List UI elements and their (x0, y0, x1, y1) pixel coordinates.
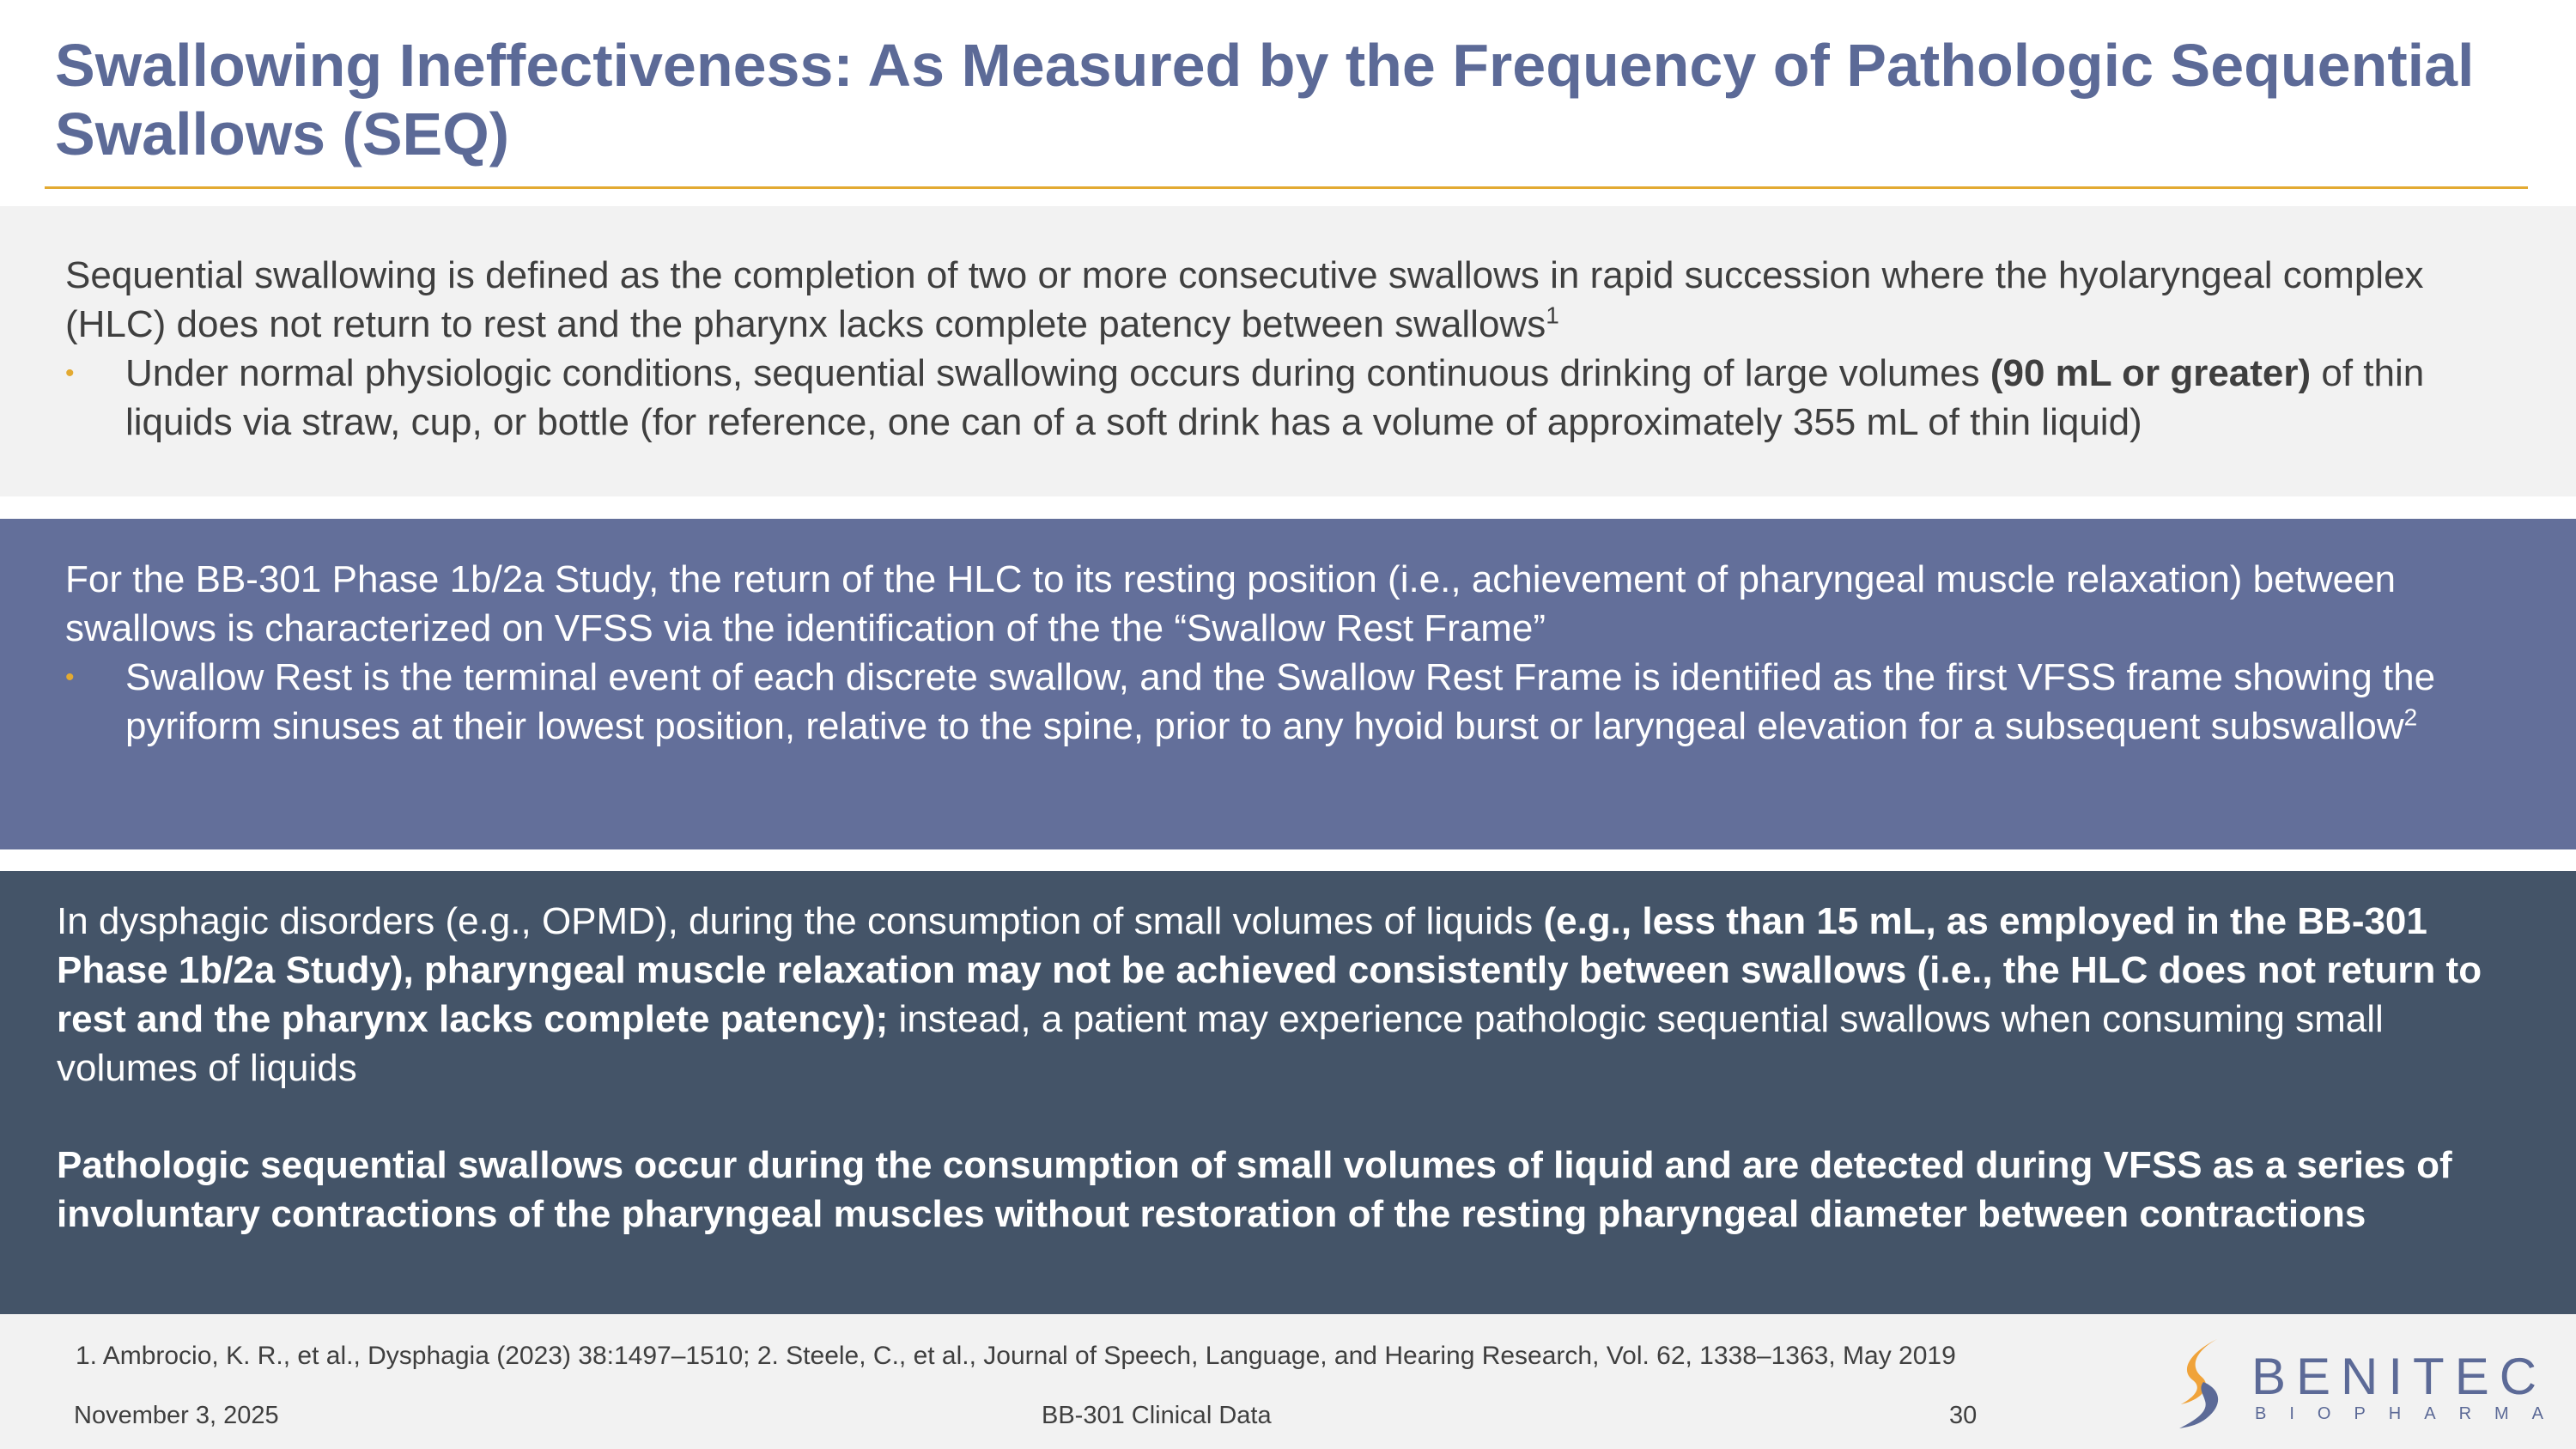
paragraph-gap (57, 1093, 2519, 1141)
dysphagia-text (57, 897, 2519, 1093)
dysphagia-text-post: instead, a patient may experience pathologic sequential swallows when consuming small volumes of liquids (57, 998, 2384, 1089)
bullet-icon: • (65, 663, 75, 691)
study-bullet (65, 653, 2511, 751)
study-bullet-text: Swallow Rest is the terminal event of each discrete swallow, and the Swallow Rest Frame is identified as the first VFSS frame showing the pyriform sinuses at their lowest position, relative to the spine, prior to any hyoid burst or laryngeal elevation for a subsequent subswallow (125, 656, 2436, 747)
definition-text (65, 251, 2511, 349)
footnote-marker: 2 (2403, 703, 2418, 731)
definition-panel (0, 206, 2576, 496)
footer-date: November 3, 2025 (74, 1402, 279, 1429)
footer-reference: 1. Ambrocio, K. R., et al., Dysphagia (2023) 38:1497–1510; 2. Steele, C., et al., Journal of Speech, Language, and Hearing Research, Vol. 62, 1338–1363, May 2019 (76, 1342, 1956, 1370)
footnote-marker: 1 (1546, 301, 1559, 329)
logo-wordmark: BENITEC (2251, 1348, 2548, 1405)
bullet-text-bold: (90 mL or greater) (1990, 352, 2312, 394)
study-text: For the BB-301 Phase 1b/2a Study, the return of the HLC to its resting position (i.e., achievement of pharyngeal muscle relaxation) between swallows is characterized on VFSS via the identification of the the “Swallow Rest Frame” (65, 558, 2397, 649)
benitec-logo (2164, 1336, 2567, 1430)
logo-subtitle: BIOPHARMA (2255, 1404, 2567, 1423)
pathologic-statement-bold: Pathologic sequential swallows occur during the consumption of small volumes of liquid and are detected during VFSS as a series of involuntary contractions of the pharyngeal muscles without restoration of the resting pharyngeal diameter between contractions (57, 1144, 2452, 1235)
bullet-text-pre: Under normal physiologic conditions, sequential swallowing occurs during continuous drinking of large volumes (125, 352, 1990, 394)
bullet-icon: • (65, 359, 75, 387)
title-underline (45, 186, 2528, 189)
footer-center-label: BB-301 Clinical Data (1042, 1402, 1272, 1429)
dysphagia-text-bold: (e.g., less than 15 mL, as employed in the BB-301 Phase 1b/2a Study), pharyngeal muscle relaxation may not be achieved consistently between swallows (i.e., the HLC does not return to rest and the pharynx lacks complete patency); (57, 900, 2482, 1040)
slide-title: Swallowing Ineffectiveness: As Measured by the Frequency of Pathologic Sequential Swallows (SEQ) (55, 32, 2475, 167)
dysphagia-text-pre: In dysphagic disorders (e.g., OPMD), during the consumption of small volumes of liquids (57, 900, 1544, 942)
helix-icon (2164, 1336, 2246, 1430)
definition-bullet (65, 349, 2511, 447)
pathologic-statement (57, 1141, 2519, 1239)
page-number: 30 (1949, 1402, 1978, 1429)
definition-body: Sequential swallowing is defined as the completion of two or more consecutive swallows in rapid succession where the hyolaryngeal complex (HLC) does not return to rest and the pharynx lacks complete patency between swallows (65, 254, 2424, 345)
bullet-text-post: of thin liquids via straw, cup, or bottle (for reference, one can of a soft drink has a volume of approximately 355 mL of thin liquid) (125, 352, 2425, 443)
study-panel (0, 519, 2576, 849)
dysphagia-panel (0, 871, 2576, 1314)
